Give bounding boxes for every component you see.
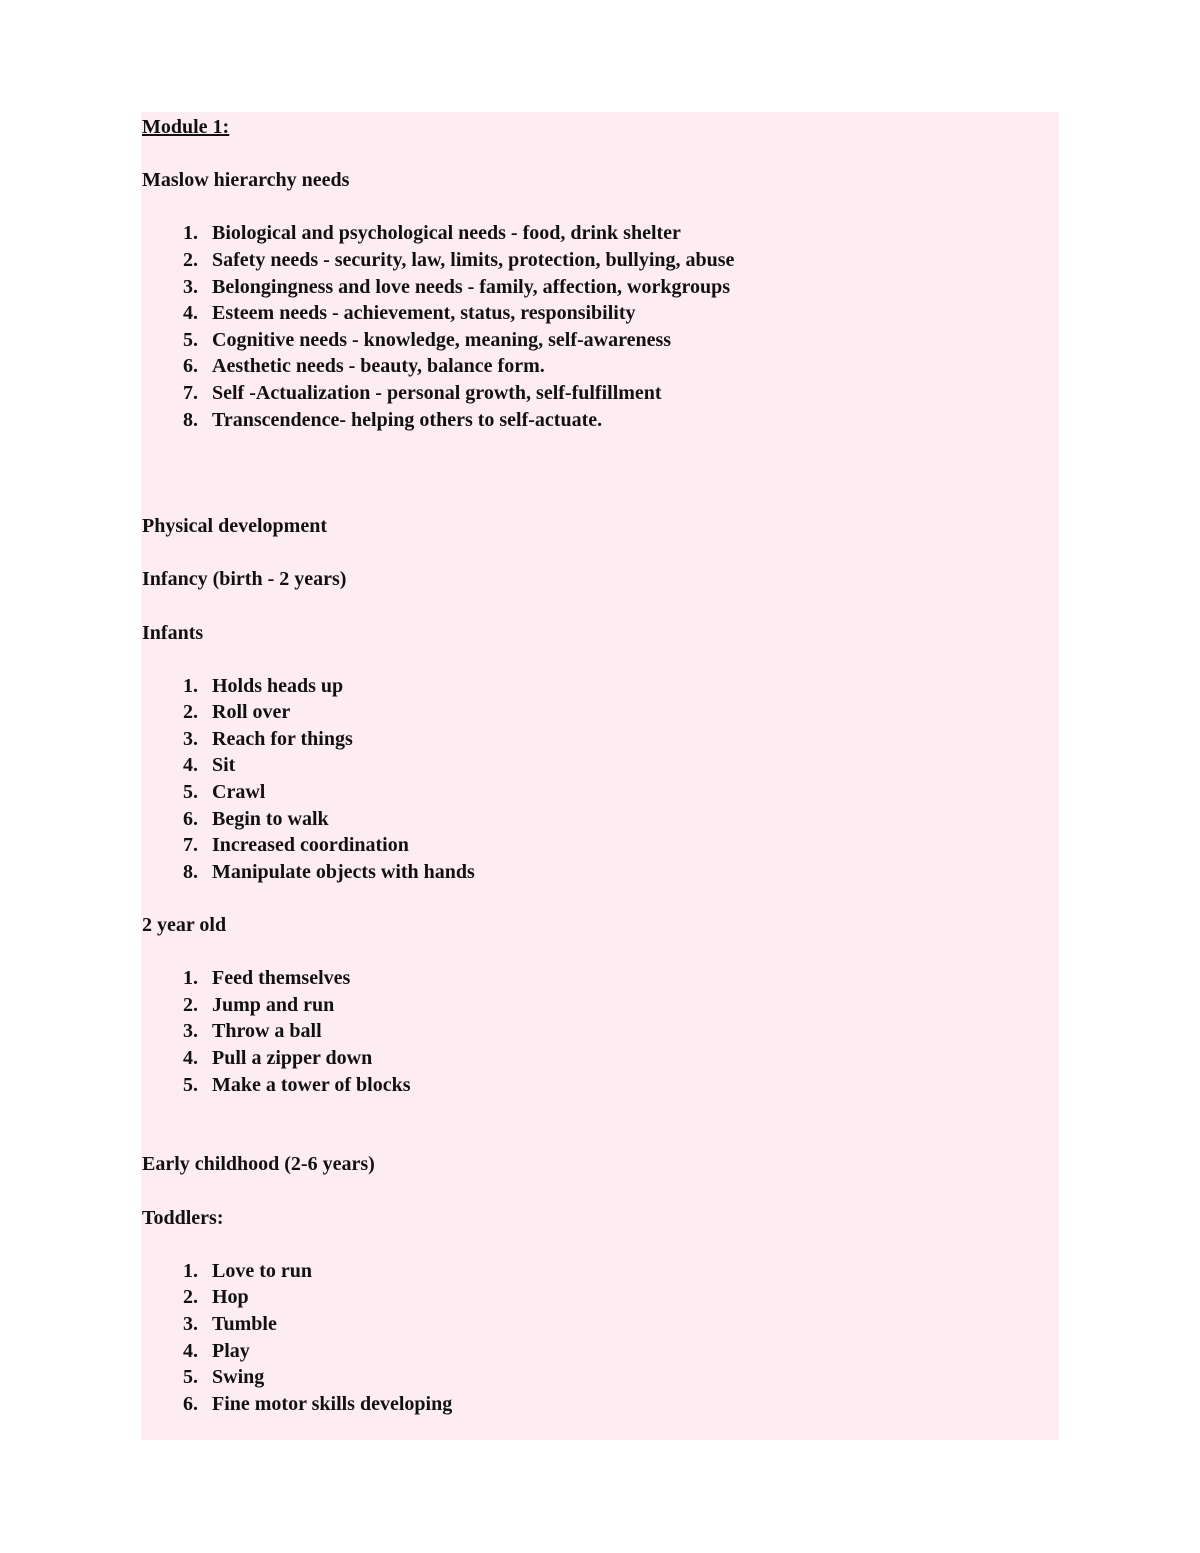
toddlers-heading: Toddlers: [142,1206,224,1229]
list-item [142,992,1042,1019]
list-item-text: Manipulate objects with hands [212,860,475,883]
list-item [142,407,1042,434]
maslow-list [142,220,1042,433]
list-number: 5. [183,1073,198,1096]
list-item [142,1072,1042,1099]
list-item-text: Esteem needs - achievement, status, responsibility [212,302,636,325]
list-item [142,752,1042,779]
list-number: 2. [183,248,198,271]
list-item-text: Holds heads up [212,674,344,697]
list-item [142,965,1042,992]
list-number: 4. [183,754,198,777]
list-item [142,806,1042,833]
list-number: 3. [183,1020,198,1043]
list-item [142,274,1042,301]
list-number: 5. [183,781,198,804]
list-item-text: Make a tower of blocks [212,1073,411,1096]
list-item-text: Increased coordination [212,834,409,857]
list-item [142,300,1042,327]
list-number: 1. [183,1259,198,1282]
list-item [142,220,1042,247]
list-item [142,832,1042,859]
list-number: 1. [183,967,198,990]
infants-heading: Infants [142,621,204,644]
infancy-heading: Infancy (birth - 2 years) [142,568,347,591]
document-content [142,114,1042,1417]
list-number: 6. [183,355,198,378]
list-item-text: Jump and run [212,993,335,1016]
list-number: 2. [183,1286,198,1309]
list-item [142,1284,1042,1311]
list-item-text: Love to run [212,1259,312,1282]
list-item-text: Sit [212,754,236,777]
list-item-text: Roll over [212,701,291,724]
physical-development-heading: Physical development [142,515,327,538]
list-item [142,380,1042,407]
early-childhood-heading: Early childhood (2-6 years) [142,1153,375,1176]
list-item-text: Aesthetic needs - beauty, balance form. [212,355,545,378]
list-number: 6. [183,807,198,830]
list-item-text: Self -Actualization - personal growth, self-fulfillment [212,381,662,404]
list-item-text: Pull a zipper down [212,1047,373,1069]
list-item [142,699,1042,726]
list-item [142,1364,1042,1391]
list-item-text: Tumble [212,1312,277,1335]
list-item-text: Play [212,1339,250,1362]
list-item-text: Begin to walk [212,807,329,830]
list-item-text: Swing [212,1366,265,1389]
list-item-text: Throw a ball [212,1020,322,1043]
list-item [142,353,1042,380]
list-number: 1. [183,222,198,245]
list-item [142,1045,1042,1072]
list-number: 8. [183,408,198,431]
list-item-text: Fine motor skills developing [212,1392,453,1415]
list-number: 5. [183,328,198,351]
list-item-text: Hop [212,1286,249,1309]
list-number: 4. [183,1047,198,1069]
list-item-text: Biological and psychological needs - food, drink shelter [212,222,681,245]
list-number: 2. [183,993,198,1016]
module-title: Module 1: [142,116,230,138]
list-number: 6. [183,1392,198,1415]
list-item-text: Cognitive needs - knowledge, meaning, self-awareness [212,328,672,351]
list-number: 7. [183,381,198,404]
maslow-heading: Maslow hierarchy needs [142,169,350,192]
list-number: 2. [183,701,198,724]
list-number: 3. [183,275,198,298]
list-item [142,1258,1042,1285]
list-number: 4. [183,1339,198,1362]
list-item [142,1338,1042,1365]
list-item [142,247,1042,274]
list-item-text: Belongingness and love needs - family, affection, workgroups [212,275,730,298]
list-item-text: Transcendence- helping others to self-actuate. [212,408,603,431]
list-number: 7. [183,834,198,857]
list-item [142,1311,1042,1338]
toddlers-list [142,1258,1042,1418]
two-year-old-heading: 2 year old [142,914,227,937]
list-number: 5. [183,1366,198,1389]
list-item [142,673,1042,700]
list-number: 4. [183,302,198,325]
list-number: 8. [183,860,198,883]
list-item [142,327,1042,354]
list-item [142,1391,1042,1418]
list-item [142,1018,1042,1045]
list-item [142,859,1042,886]
list-item-text: Crawl [212,781,266,804]
list-item [142,726,1042,753]
list-number: 3. [183,727,198,750]
list-item-text: Safety needs - security, law, limits, protection, bullying, abuse [212,248,735,271]
list-item [142,779,1042,806]
list-number: 3. [183,1312,198,1335]
two-year-old-list [142,965,1042,1098]
list-item-text: Feed themselves [212,967,351,990]
infants-list [142,673,1042,886]
list-number: 1. [183,674,198,697]
list-item-text: Reach for things [212,727,353,750]
